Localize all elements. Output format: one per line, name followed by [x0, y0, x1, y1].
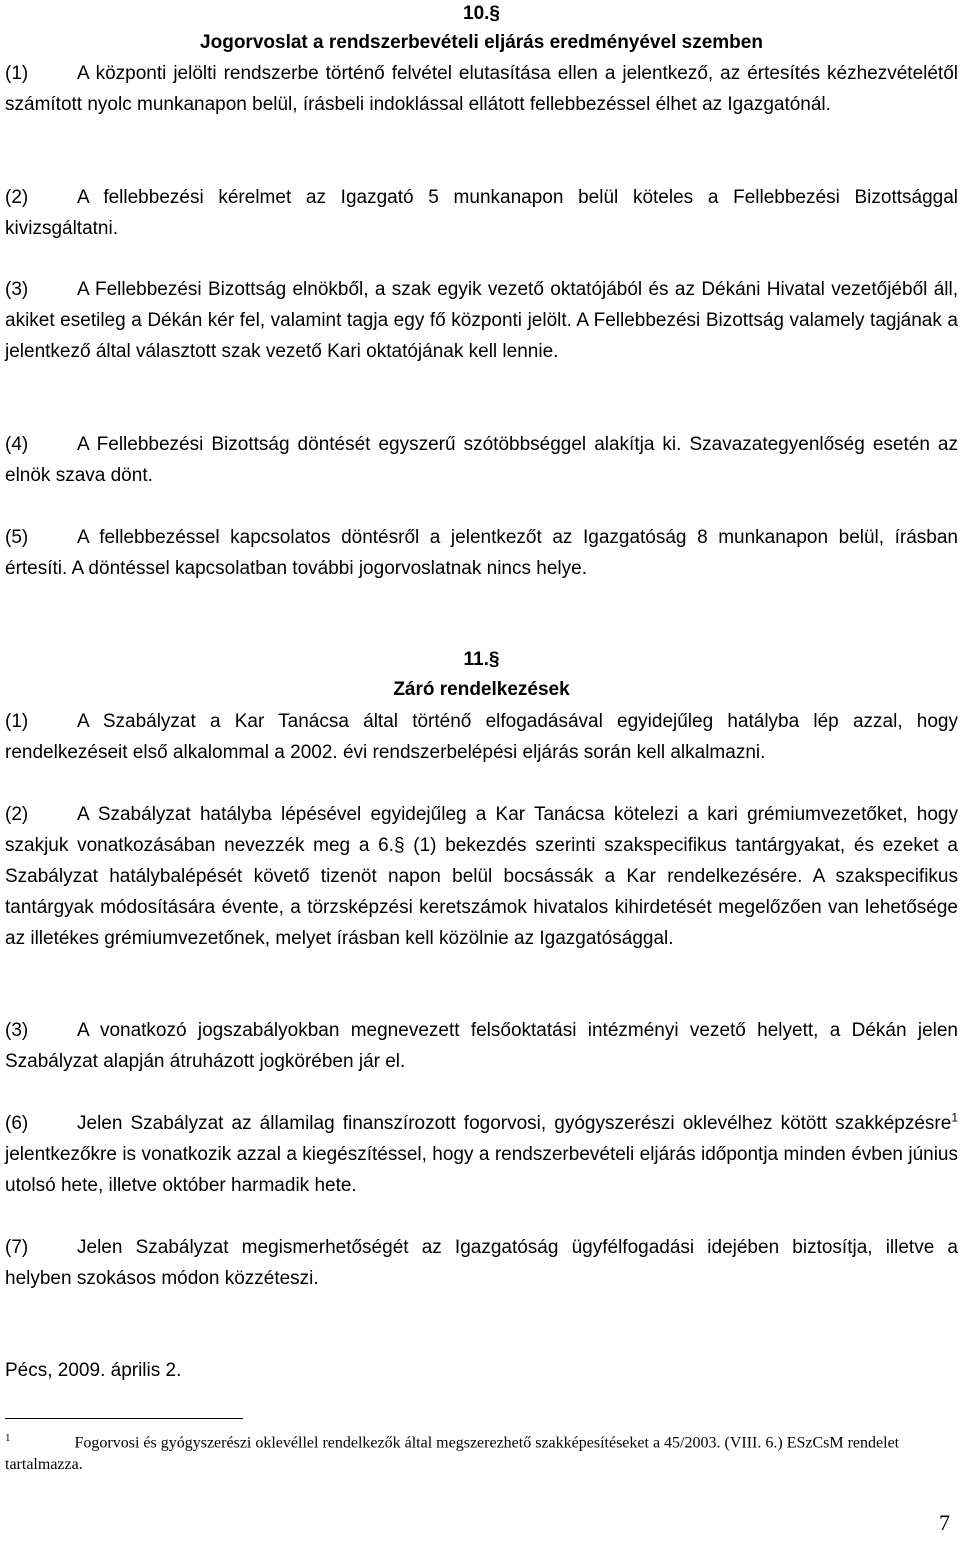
- page-number: 7: [939, 1510, 950, 1535]
- paragraph-text: A Fellebbezési Bizottság elnökből, a szak egyik vezető oktatójából és az Dékáni Hivatal vezetőjéből áll, akiket esetileg a Dékán kér fel, valamint tagja egy fő központi jelölt. A Fellebbezési Bizottság valamely tagjának a jelentkező által választott szak vezető Kari oktatójának kell lennie.: [5, 279, 958, 362]
- footnote-divider: [5, 1418, 243, 1419]
- place-date: Pécs, 2009. április 2.: [5, 1360, 182, 1381]
- paragraph-number: (2): [5, 804, 29, 825]
- paragraph-number: (1): [5, 711, 29, 732]
- s11-paragraph-3: [5, 1015, 958, 1077]
- s10-paragraph-3: [5, 274, 958, 367]
- paragraph-number: (2): [5, 187, 29, 208]
- s10-paragraph-4: [5, 429, 958, 491]
- paragraph-text: A Fellebbezési Bizottság döntését egyszerű szótöbbséggel alakítja ki. Szavazategyenlőség esetén az elnök szava dönt.: [5, 434, 958, 486]
- paragraph-text: A központi jelölti rendszerbe történő felvétel elutasítása ellen a jelentkező, az értesítés kézhezvételétől számított nyolc munkanapon belül, írásbeli indoklással ellátott fellebbezéssel élhet az Igazgatónál.: [5, 63, 958, 115]
- paragraph-text-b: jelentkezőkre is vonatkozik azzal a kiegészítéssel, hogy a rendszerbevételi eljárás időpontja minden évben június utolsó hete, illetve október harmadik hete.: [5, 1144, 958, 1196]
- s10-paragraph-2: [5, 182, 958, 244]
- s11-paragraph-6: [5, 1108, 958, 1201]
- paragraph-text: A Szabályzat a Kar Tanácsa által történő elfogadásával egyidejűleg hatályba lép azzal, hogy rendelkezéseit első alkalommal a 2002. évi rendszerbelépési eljárás során kell alkalmazni.: [5, 711, 958, 763]
- s11-paragraph-7: [5, 1232, 958, 1294]
- paragraph-text: A vonatkozó jogszabályokban megnevezett felsőoktatási intézményi vezető helyett, a Dékán jelen Szabályzat alapján átruházott jogkörében jár el.: [5, 1020, 958, 1072]
- paragraph-number: (3): [5, 1020, 29, 1041]
- paragraph-number: (7): [5, 1237, 29, 1258]
- s10-paragraph-1: [5, 58, 958, 120]
- paragraph-text: A fellebbezési kérelmet az Igazgató 5 munkanapon belül köteles a Fellebbezési Bizottsággal kivizsgáltatni.: [5, 187, 958, 239]
- footnote: [5, 1427, 945, 1476]
- footnote-mark: 1: [5, 1432, 11, 1444]
- paragraph-text: A Szabályzat hatályba lépésével egyidejűleg a Kar Tanácsa kötelezi a kari grémiumvezetőket, hogy szakjuk vonatkozásában nevezzék meg a 6.§ (1) bekezdés szerinti szakspecifikus tantárgyakat, és ezeket a Szabályzat hatálybalépését követő tizenöt napon belül bocsássák a Kar rendelkezésére. A szakspecifikus tantárgyak módosítására évente, a törzsképzési keretszámok hivatalos kihirdetését megelőzően van lehetősége az illetékes grémiumvezetőnek, melyet írásban kell közölnie az Igazgatósággal.: [5, 804, 958, 949]
- s10-paragraph-5: [5, 522, 958, 584]
- paragraph-text: A fellebbezéssel kapcsolatos döntésről a jelentkezőt az Igazgatóság 8 munkanapon belül, írásban értesíti. A döntéssel kapcsolatban további jogorvoslatnak nincs helye.: [5, 527, 958, 579]
- footnote-reference[interactable]: 1: [951, 1110, 958, 1125]
- paragraph-number: (5): [5, 527, 29, 548]
- paragraph-text: Jelen Szabályzat megismerhetőségét az Igazgatóság ügyfélfogadási idejében biztosítja, illetve a helyben szokásos módon közzéteszi.: [5, 1237, 958, 1289]
- paragraph-text-a: Jelen Szabályzat az államilag finanszírozott fogorvosi, gyógyszerészi oklevélhez kötött szakképzésre: [77, 1113, 952, 1134]
- paragraph-number: (3): [5, 279, 29, 300]
- s11-paragraph-1: [5, 706, 958, 768]
- s11-paragraph-2: [5, 799, 958, 954]
- section-11-title: Záró rendelkezések: [393, 679, 570, 700]
- paragraph-number: (1): [5, 63, 29, 84]
- paragraph-number: (6): [5, 1113, 29, 1134]
- paragraph-number: (4): [5, 434, 29, 455]
- section-11-number: 11.§: [463, 649, 500, 670]
- footnote-text: Fogorvosi és gyógyszerészi oklevéllel rendelkezők által megszerezhető szakképesítéseket a 45/2003. (VIII. 6.) ESzCsM rendelet tartalmazza.: [5, 1434, 900, 1474]
- section-10-title: Jogorvoslat a rendszerbevételi eljárás eredményével szemben: [200, 32, 763, 53]
- section-10-number: 10.§: [463, 3, 500, 24]
